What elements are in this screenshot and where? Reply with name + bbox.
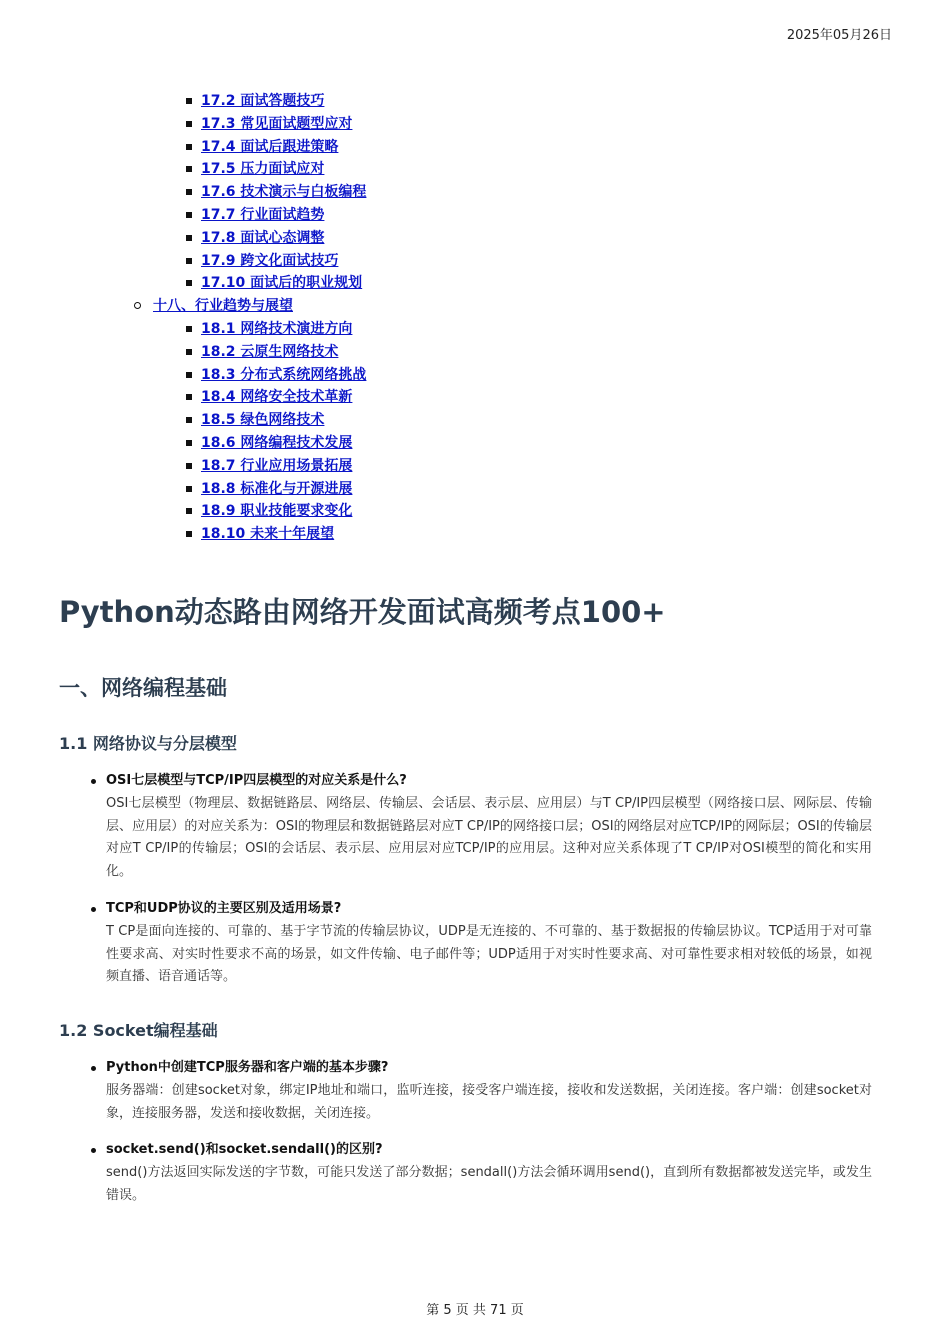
toc-link[interactable]: 17.7 行业面试趋势: [201, 206, 325, 223]
toc-link[interactable]: 18.4 网络安全技术革新: [201, 389, 353, 406]
toc-link[interactable]: 17.4 面试后跟进策略: [201, 138, 339, 155]
toc-item-17-10[interactable]: [0, 272, 950, 295]
toc-item-18-2[interactable]: [0, 341, 950, 364]
toc-link[interactable]: 17.9 跨文化面试技巧: [201, 252, 339, 269]
toc-item-17-5[interactable]: [0, 158, 950, 181]
toc-link[interactable]: 17.2 面试答题技巧: [201, 93, 325, 109]
section-heading: 一、网络编程基础: [59, 676, 227, 700]
qa-item: [106, 1057, 872, 1125]
toc-item-18-10[interactable]: [0, 523, 950, 546]
question-text: socket.send()和socket.sendall()的区别?: [106, 1139, 872, 1162]
toc-item-17-3[interactable]: [0, 113, 950, 136]
toc-item-17-6[interactable]: [0, 181, 950, 204]
toc-item-17-2[interactable]: [0, 90, 950, 113]
toc-item-17-8[interactable]: [0, 227, 950, 250]
toc-link[interactable]: 17.6 技术演示与白板编程: [201, 184, 367, 201]
question-text: TCP和UDP协议的主要区别及适用场景?: [106, 898, 872, 921]
toc-item-18-4[interactable]: [0, 386, 950, 409]
answer-text: T CP是面向连接的、可靠的、基于字节流的传输层协议，UDP是无连接的、不可靠的、基于数据报的传输层协议。TCP适用于对可靠性要求高、对实时性要求不高的场景，如文件传输、电子邮件等；UDP适用于对实时性要求高、对可靠性要求相对较低的场景，如视频直播、语音通话等。: [106, 923, 872, 985]
toc-link[interactable]: 17.3 常见面试题型应对: [201, 115, 353, 132]
toc-item-18-6[interactable]: [0, 432, 950, 455]
subsection-heading: 1.1 网络协议与分层模型: [59, 734, 237, 753]
toc-item-18-7[interactable]: [0, 455, 950, 478]
qa-item: [106, 770, 872, 884]
toc-item-18-5[interactable]: [0, 409, 950, 432]
page-date: 2025年05月26日: [786, 28, 892, 43]
toc-item-17-9[interactable]: [0, 250, 950, 273]
toc-item-18-3[interactable]: [0, 364, 950, 387]
toc-item-18-9[interactable]: [0, 500, 950, 523]
toc-link[interactable]: 17.10 面试后的职业规划: [201, 275, 363, 292]
answer-text: 服务器端：创建socket对象，绑定IP地址和端口，监听连接，接受客户端连接，接收和发送数据，关闭连接。客户端：创建socket对象，连接服务器，发送和接收数据，关闭连接。: [106, 1082, 872, 1121]
toc-link[interactable]: 17.5 压力面试应对: [201, 161, 325, 178]
toc-link[interactable]: 18.5 绿色网络技术: [201, 412, 325, 429]
question-text: OSI七层模型与TCP/IP四层模型的对应关系是什么?: [106, 770, 872, 793]
toc-link[interactable]: 十八、行业趋势与展望: [153, 298, 293, 315]
question-text: Python中创建TCP服务器和客户端的基本步骤?: [106, 1057, 872, 1080]
toc-link[interactable]: 18.6 网络编程技术发展: [201, 434, 353, 451]
table-of-contents: [0, 90, 950, 546]
qa-item: [106, 1139, 872, 1207]
answer-text: send()方法返回实际发送的字节数，可能只发送了部分数据；sendall()方法会循环调用send()，直到所有数据都被发送完毕，或发生错误。: [106, 1164, 872, 1203]
toc-link[interactable]: 17.8 面试心态调整: [201, 229, 325, 246]
subsection-heading: 1.2 Socket编程基础: [59, 1021, 218, 1040]
toc-link[interactable]: 18.2 云原生网络技术: [201, 343, 339, 360]
qa-item: [106, 898, 872, 989]
page-title: Python动态路由网络开发面试高频考点100+: [59, 595, 666, 629]
toc-link[interactable]: 18.1 网络技术演进方向: [201, 320, 353, 337]
toc-link[interactable]: 18.3 分布式系统网络挑战: [201, 366, 367, 383]
page-number: 第 5 页 共 71 页: [426, 1303, 524, 1318]
answer-text: OSI七层模型（物理层、数据链路层、网络层、传输层、会话层、表示层、应用层）与T CP/IP四层模型（网络接口层、网际层、传输层、应用层）的对应关系为：OSI的物理层和数据链路层对应T CP/IP的网络接口层；OSI的网络层对应TCP/IP的网际层；OSI的传输层对应T CP/IP的传输层；OSI的会话层、表示层、应用层对应TCP/IP的应用层。这种对应关系体现了T CP/IP对OSI模型的简化和实用化。: [106, 795, 872, 880]
toc-link[interactable]: 18.9 职业技能要求变化: [201, 503, 353, 520]
toc-item-18-8[interactable]: [0, 478, 950, 501]
toc-link[interactable]: 18.7 行业应用场景拓展: [201, 457, 353, 474]
toc-link[interactable]: 18.10 未来十年展望: [201, 526, 335, 543]
toc-item-chapter-18[interactable]: [0, 295, 950, 318]
toc-item-18-1[interactable]: [0, 318, 950, 341]
toc-link[interactable]: 18.8 标准化与开源进展: [201, 480, 353, 497]
toc-item-17-7[interactable]: [0, 204, 950, 227]
toc-item-17-4[interactable]: [0, 136, 950, 159]
